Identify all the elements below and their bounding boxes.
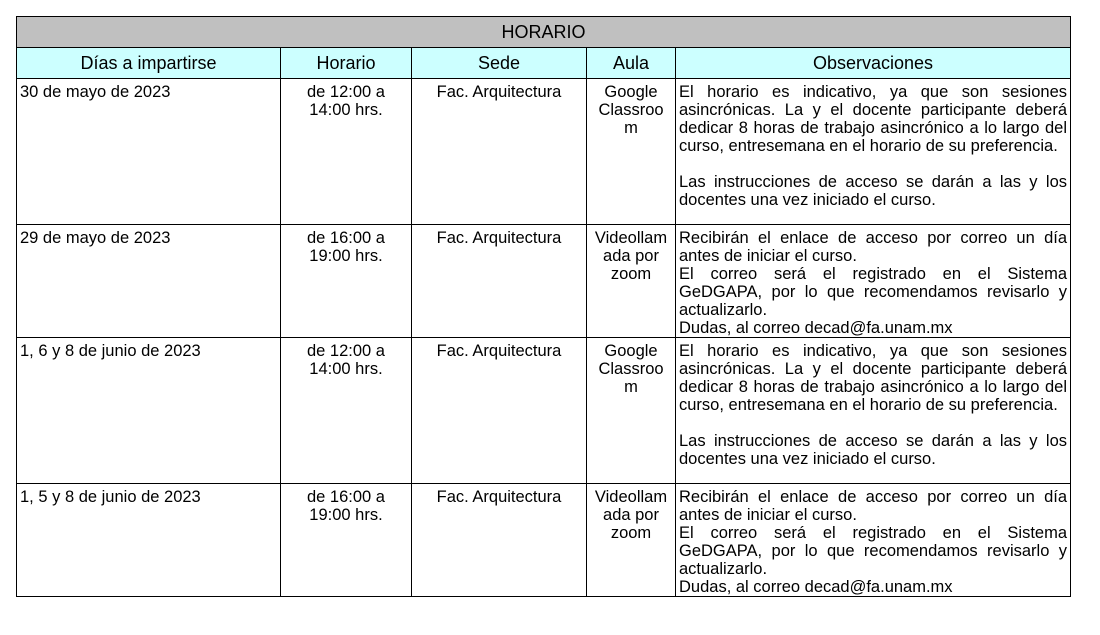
horario-line: 19:00 hrs. (309, 506, 383, 524)
cell-aula (587, 225, 676, 338)
cell-sede: Fac. Arquitectura (412, 79, 587, 225)
table-row (17, 225, 1071, 338)
aula-line: zoom (610, 265, 652, 283)
aula-line: m (624, 378, 638, 396)
obs-paragraph: El correo será el registrado en el Sistema GeDGAPA, por lo que recomendamos revisarlo y actualizarlo. (679, 265, 1068, 319)
cell-horario (281, 338, 412, 484)
obs-paragraph: Recibirán el enlace de acceso por correo un día antes de iniciar el curso. (679, 488, 1068, 524)
obs-paragraph: El horario es indicativo, ya que son sesiones asincrónicas. La y el docente participante deberá dedicar 8 horas de trabajo asincrónico a lo largo del curso, entresemana en el horario de su preferencia. (679, 83, 1068, 155)
horario-line: 14:00 hrs. (309, 101, 383, 119)
cell-observaciones (676, 484, 1071, 597)
aula-line: Google (604, 342, 658, 360)
horario-line: de 16:00 a (307, 488, 385, 506)
aula-line: zoom (610, 524, 652, 542)
horario-line: 19:00 hrs. (309, 247, 383, 265)
cell-observaciones (676, 79, 1071, 225)
aula-line: Classroo (598, 101, 664, 119)
horario-line: de 16:00 a (307, 229, 385, 247)
header-dias: Días a impartirse (17, 48, 281, 79)
aula-line: ada por (603, 247, 659, 265)
cell-horario (281, 79, 412, 225)
horario-line: de 12:00 a (307, 83, 385, 101)
table-row (17, 484, 1071, 597)
header-row (17, 48, 1071, 79)
table-row (17, 79, 1071, 225)
header-aula: Aula (587, 48, 676, 79)
cell-observaciones (676, 338, 1071, 484)
cell-horario (281, 225, 412, 338)
cell-sede: Fac. Arquitectura (412, 225, 587, 338)
header-horario: Horario (281, 48, 412, 79)
aula-line: ada por (603, 506, 659, 524)
obs-paragraph: El horario es indicativo, ya que son sesiones asincrónicas. La y el docente participante deberá dedicar 8 horas de trabajo asincrónico a lo largo del curso, entresemana en el horario de su preferencia. (679, 342, 1068, 414)
aula-line: m (624, 119, 638, 137)
aula-line: Videollam (594, 229, 668, 247)
cell-horario (281, 484, 412, 597)
obs-contact: Dudas, al correo decad@fa.unam.mx (679, 319, 953, 337)
cell-dias: 29 de mayo de 2023 (17, 225, 281, 338)
obs-paragraph: Las instrucciones de acceso se darán a las y los docentes una vez iniciado el curso. (679, 432, 1068, 468)
obs-paragraph: El correo será el registrado en el Sistema GeDGAPA, por lo que recomendamos revisarlo y actualizarlo. (679, 524, 1068, 578)
cell-aula (587, 484, 676, 597)
cell-aula (587, 338, 676, 484)
cell-dias: 1, 5 y 8 de junio de 2023 (17, 484, 281, 597)
schedule-document (16, 16, 1070, 597)
horario-line: de 12:00 a (307, 342, 385, 360)
horario-line: 14:00 hrs. (309, 360, 383, 378)
obs-paragraph: Recibirán el enlace de acceso por correo un día antes de iniciar el curso. (679, 229, 1068, 265)
title-row (17, 17, 1071, 48)
cell-sede: Fac. Arquitectura (412, 484, 587, 597)
cell-aula (587, 79, 676, 225)
header-observaciones: Observaciones (676, 48, 1071, 79)
table-row (17, 338, 1071, 484)
obs-contact: Dudas, al correo decad@fa.unam.mx (679, 578, 953, 596)
cell-sede: Fac. Arquitectura (412, 338, 587, 484)
cell-dias: 30 de mayo de 2023 (17, 79, 281, 225)
obs-paragraph: Las instrucciones de acceso se darán a las y los docentes una vez iniciado el curso. (679, 173, 1068, 209)
aula-line: Google (604, 83, 658, 101)
header-sede: Sede (412, 48, 587, 79)
aula-line: Classroo (598, 360, 664, 378)
aula-line: Videollam (594, 488, 668, 506)
schedule-table (16, 16, 1071, 597)
table-title: HORARIO (17, 17, 1071, 48)
cell-observaciones (676, 225, 1071, 338)
cell-dias: 1, 6 y 8 de junio de 2023 (17, 338, 281, 484)
